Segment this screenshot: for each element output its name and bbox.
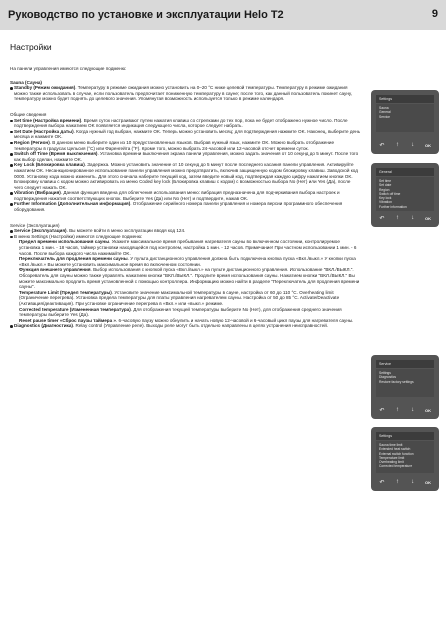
panel-menu-item[interactable]: Diagnostics [379, 375, 397, 380]
panel-menu-item[interactable]: External switch function [379, 451, 414, 456]
panel-menu-list [376, 441, 434, 473]
up-arrow-icon[interactable]: ↑ [395, 142, 399, 148]
panel-menu-item[interactable]: Region [379, 187, 390, 192]
list-item: Set Date (Настройка даты). Когда нужный год выбран, нажмите OK. Теперь можно установить месяц; для подтверждения нажмите OK. Наконец, выберите день месяца и нажмите OK. [10, 129, 360, 140]
panel-menu-item[interactable]: Overheating limit [379, 460, 404, 465]
up-arrow-icon[interactable]: ↑ [395, 407, 399, 413]
panel-keys [376, 405, 434, 415]
panel-title: Service [376, 360, 434, 368]
list-item: Corrected temperature (Измененная температура). Для отображения текущей температуры выберите No (Нет), для отображения среднего значения температуры выберите Yes (Да). [19, 306, 342, 318]
panel-title: General [376, 168, 434, 176]
panel-menu-item[interactable]: Service [379, 114, 390, 119]
panel-menu-item[interactable]: Sauna [379, 106, 389, 110]
panel-menu-list [376, 104, 434, 132]
list-item: Key Lock (Блокировка клавиш). Задержка. Можно установить значение от 10 секунд до 5 минут после последнего касания панели управления. Активируйте нажатием OK. Несанкционированное использование панели управления можно предотвратить, включив защищенную кодом блокировку клавиш. Заводской код 0000. Установку кода можно изменить. Для этого сначала наберите текущий код, затем введите новый код, подтверждая каждую цифру нажатием кнопки OK. Блокировку клавиш с кодом можно активировать из меню Coded key lock (Блокировка клавиш с кодом) с возможностью выбора No (Нет) или Yes (Да), после чего следует нажать OK. [10, 162, 360, 190]
list-item: Service (Эксплуатация). Вы можете войти в меню эксплуатации вводя код 124. [10, 228, 360, 234]
panel-menu-item[interactable]: Extended heat switch [379, 447, 411, 452]
panel-menu-list [376, 369, 434, 397]
ok-button[interactable]: OK [424, 479, 431, 485]
list-item: Region (Регион). В данном меню выберите один из 10 предустановленных языков. Выбрав нужный язык, нажмите OK. Можно выбрать отображение температуры в градусах Цельсия (°C) или Фаренгейта (°F). Кроме того, можно выбрать 24-часовой или 12-часовой отсчет времени суток. [10, 140, 360, 151]
panel-menu-item[interactable]: Switch off time [379, 191, 401, 196]
list-item: Функция внешнего управления. Выбор использования с кнопкой пуска «Вкл./выкл.» на пульте дистанционного управления. Использование "ВКЛ./ВЫКЛ.". Обозреватель для сауны можно также управлять нажатием кнопки "ВКЛ./ВЫКЛ.". Продлите время использования сауны. Нажатием кнопки "ВКЛ./ВЫКЛ." Вы можете максимально продлить время установленной с помощью контроллера. Информацию можно найти в разделе "Переключатель для продления времени сауны". [19, 267, 360, 290]
panel-menu-item[interactable]: Set date [379, 183, 392, 188]
control-panel-service [371, 355, 439, 419]
document-title: Руководство по установке и эксплуатации Helo T2 [8, 9, 284, 21]
back-icon[interactable]: ↶ [379, 479, 385, 486]
panel-menu-item[interactable]: General [379, 110, 391, 115]
list-item: Further Information (Дополнительная информация). Отображение серийного номера панели управления и номера версии программного обеспечения оборудования. [10, 201, 360, 212]
panel-keys [376, 477, 434, 487]
list-item: Предел времени использования сауны. Укажите максимальное время пребывания нагревателя сауны во включенном состоянии, контролируемое установка 1 мин. - 18 часов, таймер установки находящейся под контролем, настройка 1 мин. - 12 часов. Примечание! При частном использовании 1 мин. - 6 часов. После выбора каждого числа нажимайте OK. [19, 239, 357, 256]
list-item: Vibration (Вибрация). Данная функция введена для облегчения использования меню: вибрация предназначена для подчеркивания выбора настроек и подтверждения нажатия соответствующих кнопок. Выберите Yes (Да) или No (Нет) и подтвердите, нажав OK. [10, 190, 360, 201]
general-heading: Общие сведения [10, 111, 47, 117]
panel-menu-item[interactable]: Further information [379, 204, 407, 209]
panel-menu-item[interactable]: Set time [379, 179, 392, 183]
service-heading: Service (Эксплуатация) [10, 222, 60, 228]
down-arrow-icon[interactable]: ↓ [411, 479, 415, 485]
control-panel-settings [371, 90, 439, 154]
up-arrow-icon[interactable]: ↑ [395, 479, 399, 485]
sauna-heading: Sauna (Сауна) [10, 79, 42, 85]
up-arrow-icon[interactable]: ↑ [395, 215, 399, 221]
list-item: Standby (Режим ожидания). Температуру в режиме ожидания можно установить на 0–20 °C ниже целевой температуры. Температуру в режиме ожидания можно также использовать в случае, если пользователь предпочитает пониженную температуру в сауне; после того, как данный пользователь покинет сауну, температуру можно будет поднять до целевого значения. Упомянутая возможность используется только в режиме календаря. [10, 85, 360, 102]
panel-menu-item[interactable]: Key lock [379, 196, 392, 201]
panel-menu-list [376, 177, 434, 211]
main-content [10, 42, 360, 333]
down-arrow-icon[interactable]: ↓ [411, 215, 415, 221]
page-number: 9 [431, 8, 438, 20]
panel-menu-item[interactable]: Temperature limit [379, 455, 405, 460]
panel-keys [376, 140, 434, 150]
list-item: Switch off Time (Время выключения). Установка времени выключения экрана панели управления, можно задать значения от 10 секунд до 5 минут. После того как выбор сделан, нажмите OK. [10, 151, 360, 162]
list-item: Переключатель для продления времени сауны. У пульта дистанционного управления должна быть подключена кнопка пуска «Вкл./выкл.» У кнопки пуска «Вкл./выкл.» Вы можете установить максимальное время во включенном состоянии. [19, 256, 356, 267]
panel-menu-item[interactable]: Settings [379, 371, 391, 375]
ok-button[interactable]: OK [424, 407, 431, 413]
list-item: В меню Settings (Настройки) имеются следующие подменю: [10, 234, 360, 240]
control-panel-general [371, 163, 439, 227]
ok-button[interactable]: OK [424, 215, 431, 221]
panel-keys [376, 213, 434, 223]
intro-text: На панели управления имеются следующие подменю: [10, 66, 127, 71]
list-item: Set time (Настройка времени). Время суток настраивают путем нажатия клавиш со стрелками до тех пор, пока не будет отображено нужное число. После подтверждения выбора нажатием OK появляется индикация следующего числа, которое следует набрать. [10, 118, 360, 129]
panel-menu-item[interactable]: Restore factory settings [379, 379, 414, 384]
list-item: Temperature Limit (Предел температуры). Установите значение максимальной температуры в сауне, настройка от 60 до 110 °C. Overheating limit (Ограничение перегрева). Установка предела температуры для платы управления нагревателем сауны. Настройка от 50 до 85 °C. Activate/Deactivate (Активация/деактивация). При установке ограничение перегрева в «Вкл.» или «выкл.» режиме. [19, 289, 340, 306]
down-arrow-icon[interactable]: ↓ [411, 407, 415, 413]
down-arrow-icon[interactable]: ↓ [411, 142, 415, 148]
page-header [0, 0, 446, 30]
panel-title: Settings [376, 432, 434, 440]
panel-menu-item[interactable]: Sauna time limit [379, 443, 403, 447]
service-section [10, 223, 360, 329]
control-panel-service-settings [371, 427, 439, 491]
general-section [10, 112, 360, 213]
back-icon[interactable]: ↶ [379, 407, 385, 414]
panel-menu-item[interactable]: Corrected temperature [379, 464, 413, 469]
back-icon[interactable]: ↶ [379, 215, 385, 222]
back-icon[interactable]: ↶ [379, 142, 385, 149]
list-item: Reset pause timer «Сброс паузы таймера ». 6-часовую паузу можно обнулить и начать новую 12-часовой и 6-часовый цикл паузы для нагревателя сауны. [19, 317, 354, 323]
list-item: Diagnostics (Диагностика). Relay control (Управление реле). Выходы реле могут быть отдельно направлены в целях устранения неисправностей. [10, 323, 360, 329]
panel-title: Settings [376, 95, 434, 103]
ok-button[interactable]: OK [424, 142, 431, 148]
panel-menu-item[interactable]: Vibration [379, 200, 392, 205]
sauna-section [10, 80, 360, 102]
section-title: Настройки [10, 42, 52, 52]
